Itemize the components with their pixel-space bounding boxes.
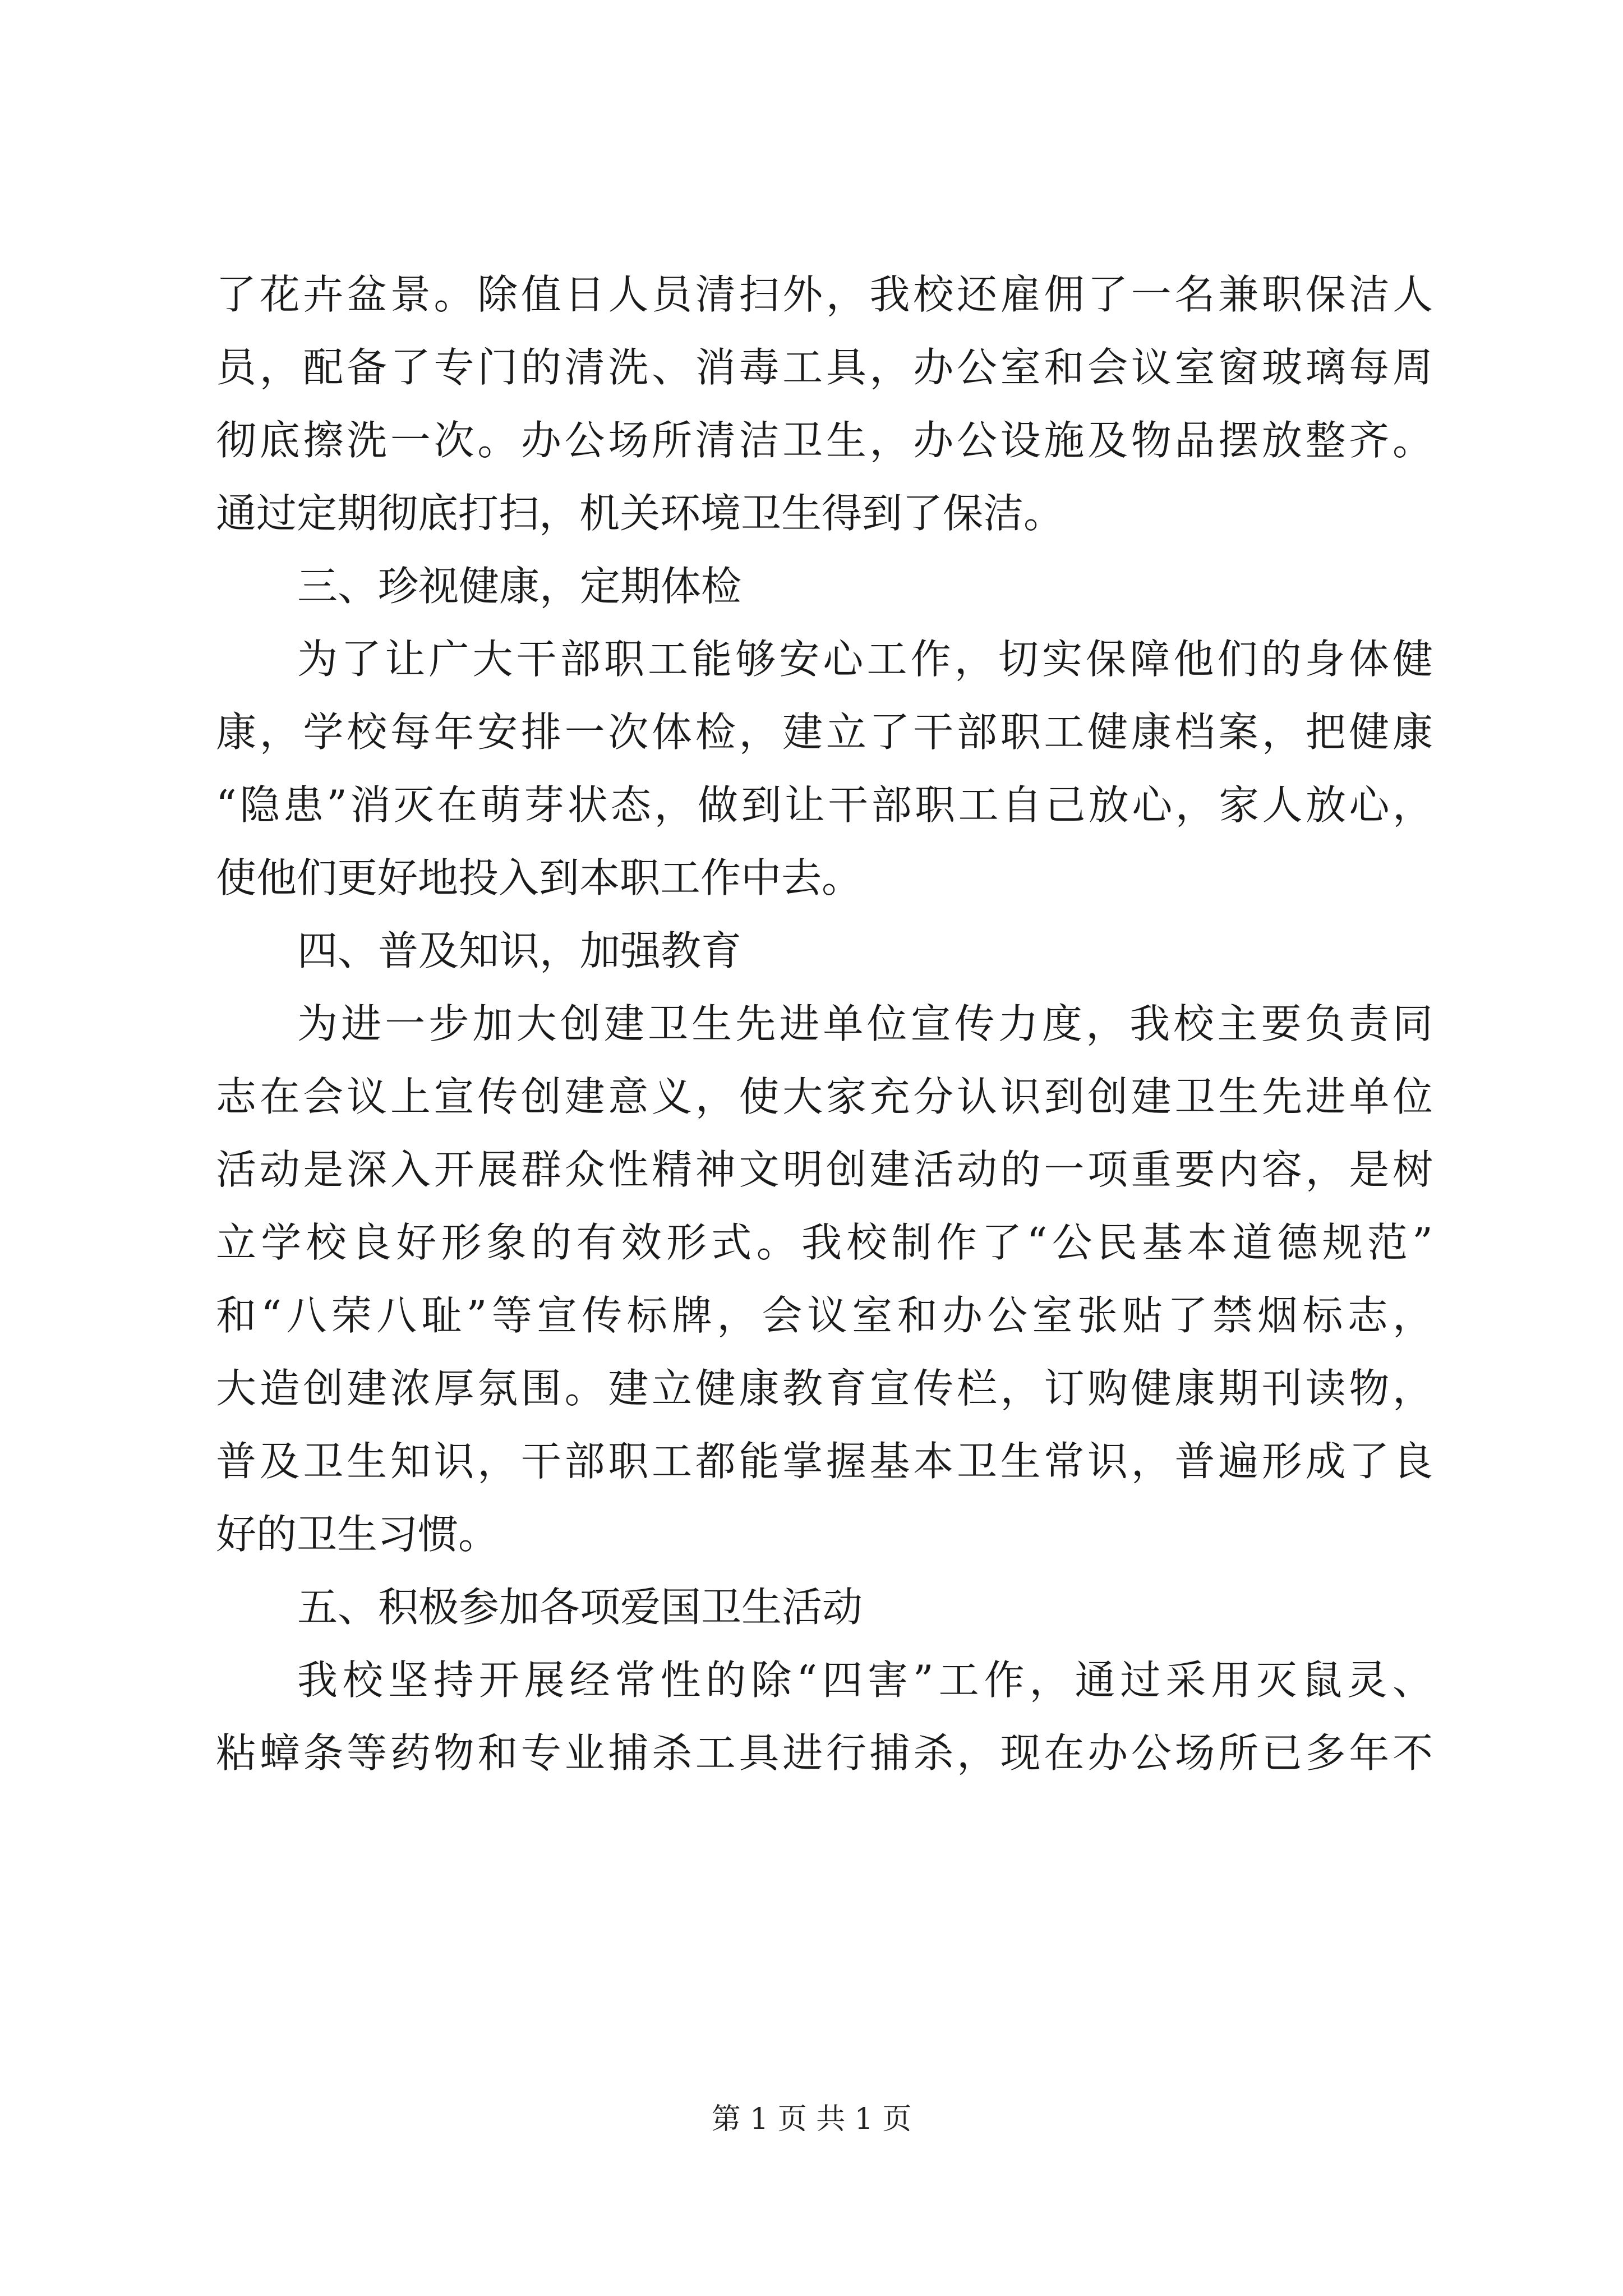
body-line: 活动是深入开展群众性精神文明创建活动的一项重要内容，是树 (216, 1146, 1433, 1193)
body-line: 使他们更好地投入到本职工作中去。 (216, 854, 863, 901)
body-line: 和“八荣八耻”等宣传标牌，会议室和办公室张贴了禁烟标志， (216, 1292, 1433, 1339)
body-line: 康，学校每年安排一次体检，建立了干部职工健康档案，把健康 (216, 708, 1433, 756)
body-line: 立学校良好形象的有效形式。我校制作了“公民基本道德规范” (216, 1219, 1433, 1266)
body-line: 为进一步加大创建卫生先进单位宣传力度，我校主要负责同 (297, 1000, 1433, 1047)
body-line: 彻底擦洗一次。办公场所清洁卫生，办公设施及物品摆放整齐。 (216, 417, 1433, 464)
section-heading: 三、珍视健康，定期体检 (297, 563, 742, 610)
body-line: 粘蟑条等药物和专业捕杀工具进行捕杀，现在办公场所已多年不 (216, 1729, 1433, 1777)
body-line: 好的卫生习惯。 (216, 1511, 499, 1558)
section-heading: 五、积极参加各项爱国卫生活动 (297, 1584, 863, 1631)
body-line: “隐患”消灭在萌芽状态，做到让干部职工自己放心，家人放心， (216, 781, 1433, 829)
body-line: 了花卉盆景。除值日人员清扫外，我校还雇佣了一名兼职保洁人 (216, 271, 1433, 318)
section-heading: 四、普及知识，加强教育 (297, 927, 742, 974)
body-line: 大造创建浓厚氛围。建立健康教育宣传栏，订购健康期刊读物， (216, 1365, 1433, 1412)
body-line: 志在会议上宣传创建意义，使大家充分认识到创建卫生先进单位 (216, 1073, 1433, 1120)
body-line: 普及卫生知识，干部职工都能掌握基本卫生常识，普遍形成了良 (216, 1438, 1433, 1485)
body-line: 我校坚持开展经常性的除“四害”工作，通过采用灭鼠灵、 (297, 1657, 1433, 1704)
page-number-footer: 第 1 页 共 1 页 (711, 2102, 912, 2136)
body-line: 员，配备了专门的清洗、消毒工具，办公室和会议室窗玻璃每周 (216, 344, 1433, 391)
body-line: 为了让广大干部职工能够安心工作，切实保障他们的身体健 (297, 636, 1433, 683)
body-line: 通过定期彻底打扫，机关环境卫生得到了保洁。 (216, 490, 1064, 537)
